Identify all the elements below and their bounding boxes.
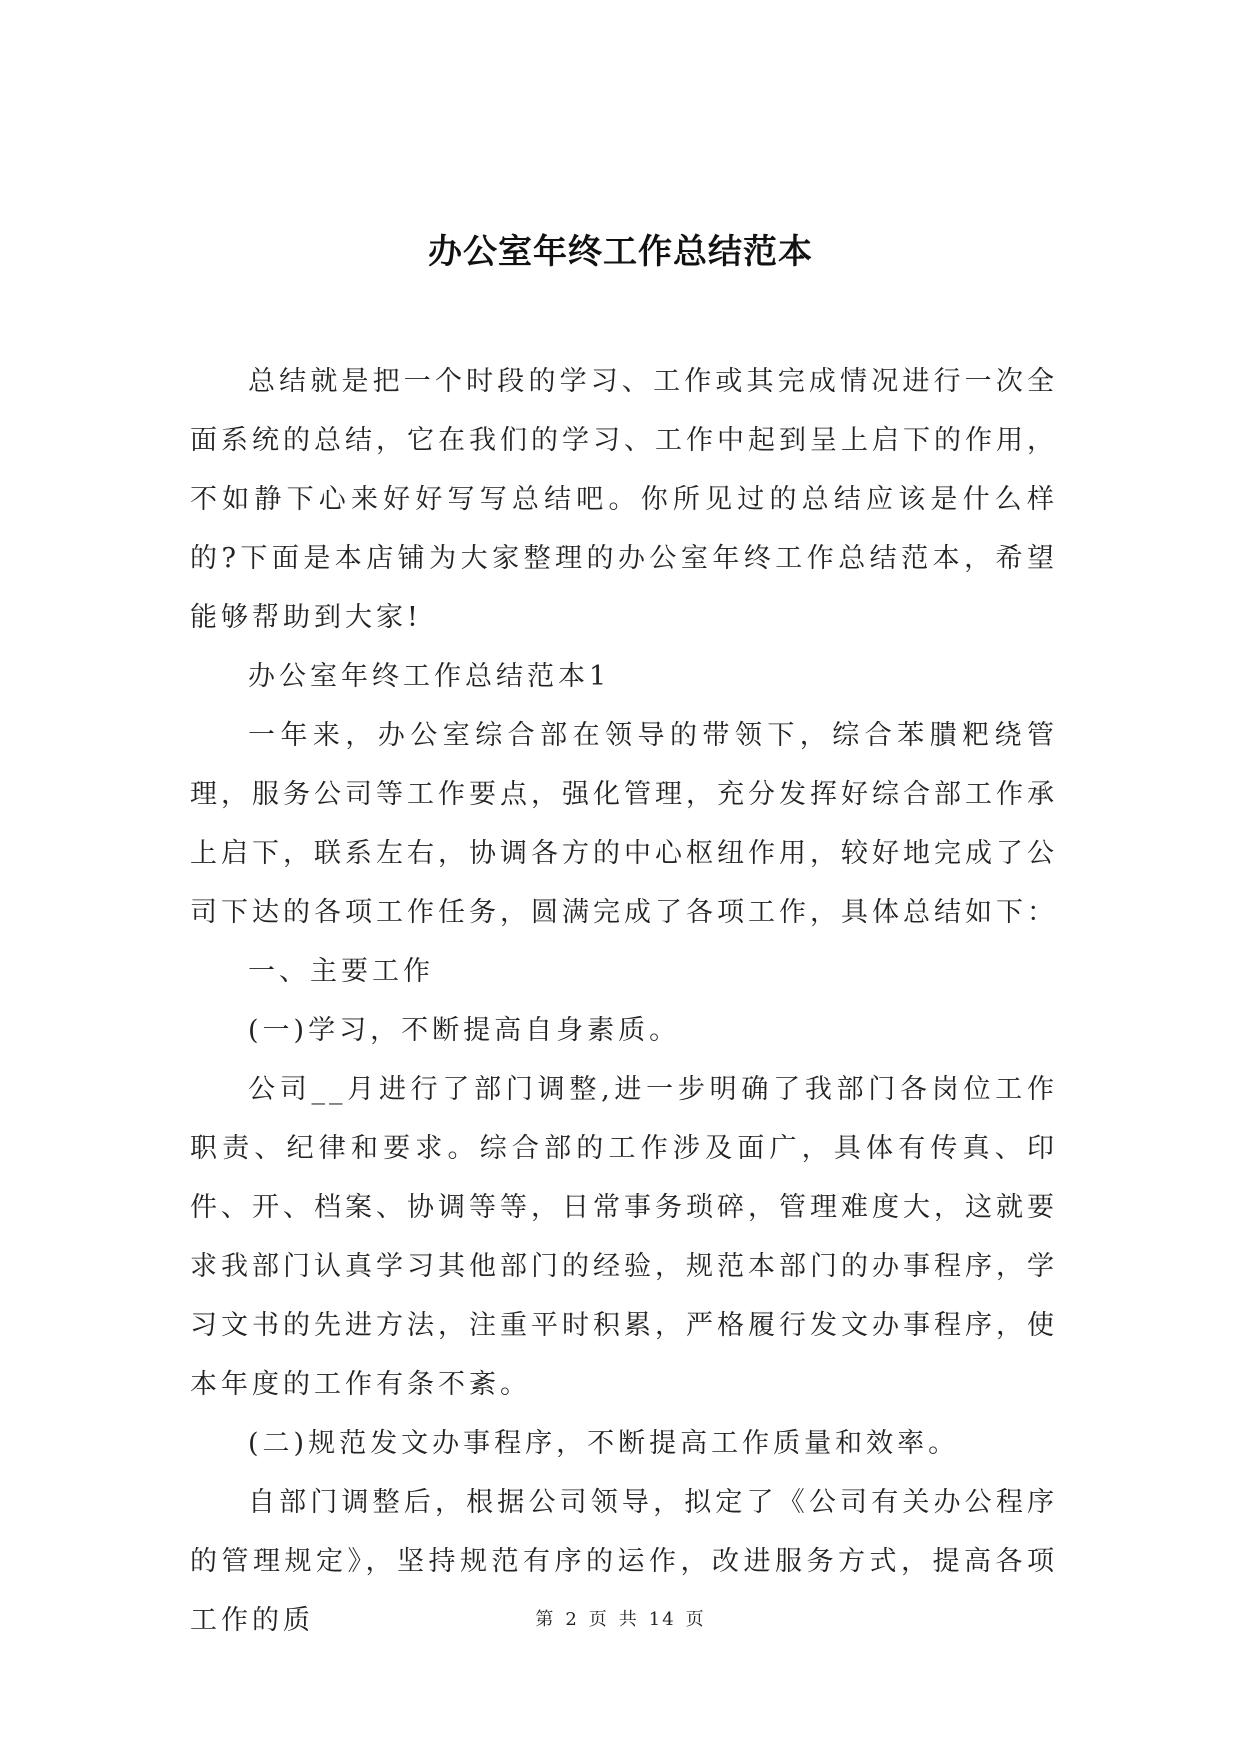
footer-page-word: 页 xyxy=(588,1609,609,1630)
study-paragraph: 公司__月进行了部门调整,进一步明确了我部门各岗位工作职责、纪律和要求。综合部的工作涉及面广，具体有传真、印件、开、档案、协调等等，日常事务琐碎，管理难度大，这就要求我部门认真学习其他部门的经验，规范本部门的办事程序，学习文书的先进方法，注重平时积累，严格履行发文办事程序，使本年度的工作有条不紊。 xyxy=(190,1074,1058,1400)
total-pages-number: 14 xyxy=(648,1609,676,1630)
procedure-paragraph: 自部门调整后，根据公司领导，拟定了《公司有关办公程序的管理规定》，坚持规范有序的运作，改进服务方式，提高各项工作的质 xyxy=(190,1487,1058,1636)
main-work-heading: 一、主要工作 xyxy=(248,956,434,987)
subheading-study: (一)学习，不断提高自身素质。 xyxy=(248,1015,681,1046)
document-title: 办公室年终工作总结范本 xyxy=(428,232,813,272)
subheading-procedure: (二)规范发文办事程序，不断提高工作质量和效率。 xyxy=(248,1428,960,1459)
footer-suffix: 页 xyxy=(685,1609,706,1630)
footer-prefix: 第 xyxy=(535,1609,556,1630)
page-footer xyxy=(0,1605,1241,1631)
overview-paragraph: 一年来，办公室综合部在领导的带领下，综合苯膭粑绕管理，服务公司等工作要点，强化管理，充分发挥好综合部工作承上启下，联系左右，协调各方的中心枢纽作用，较好地完成了公司下达的各项工作任务，圆满完成了各项工作，具体总结如下： xyxy=(190,720,1058,928)
intro-paragraph: 总结就是把一个时段的学习、工作或其完成情况进行一次全面系统的总结，它在我们的学习、工作中起到呈上启下的作用，不如静下心来好好写写总结吧。你所见过的总结应该是什么样的?下面是本店铺为大家整理的办公室年终工作总结范本，希望能够帮助到大家! xyxy=(190,366,1058,633)
current-page-number: 2 xyxy=(565,1609,579,1630)
document-body xyxy=(190,352,1058,1650)
footer-total-word: 共 xyxy=(618,1609,639,1630)
section-heading: 办公室年终工作总结范本1 xyxy=(248,661,611,692)
